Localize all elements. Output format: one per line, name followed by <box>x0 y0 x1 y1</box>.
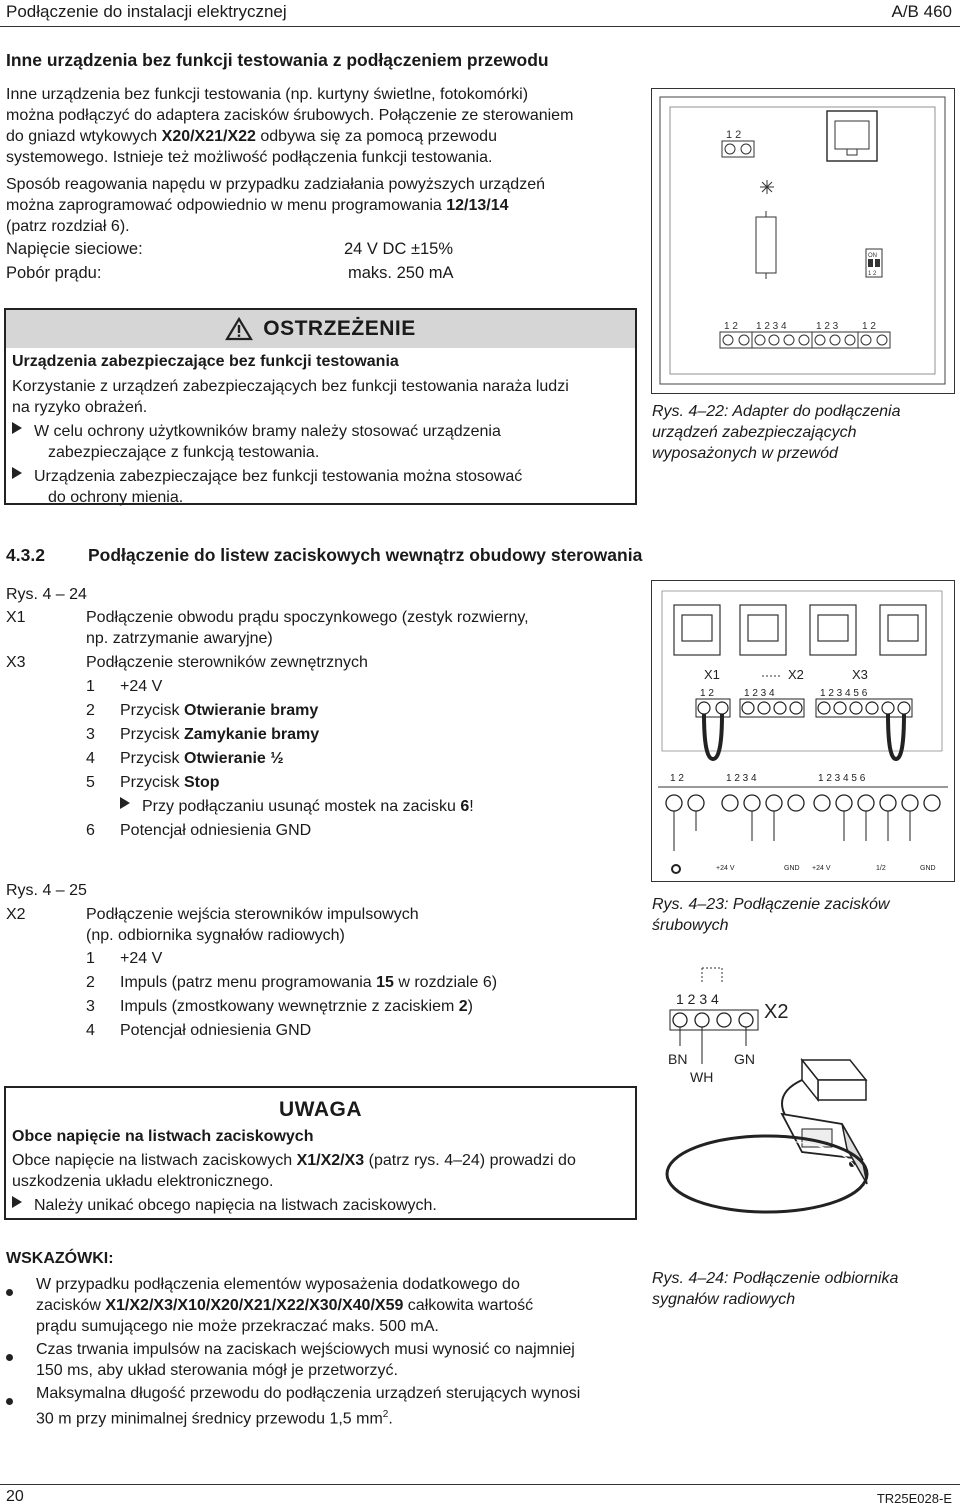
tip-text: całkowita wartość <box>403 1297 534 1314</box>
stop-note-text: Przy podłączaniu usunąć mostek na zacisku <box>142 798 461 815</box>
x3-item-num: 6 <box>86 822 95 839</box>
terminal-numbers: 1 2 3 4 <box>676 991 719 1007</box>
x3-item-num: 1 <box>86 678 95 695</box>
x3-item-bold: Otwieranie ½ <box>184 750 284 767</box>
intro-text: odbywa się za pomocą przewodu <box>255 128 497 145</box>
x3-item-bold: Zamykanie bramy <box>184 726 320 743</box>
x2-item-text: w rozdziale 6) <box>393 974 498 991</box>
bullet-icon <box>6 1398 13 1405</box>
x3-terminal-list <box>86 676 626 844</box>
tip-text: zacisków <box>36 1297 106 1314</box>
x2-item-num: 2 <box>86 974 95 991</box>
x3-item <box>86 748 626 772</box>
tip-line: W przypadku podłączenia elementów wyposażenia dodatkowego do <box>36 1276 520 1293</box>
terminal-group-numbers: 1 2 <box>862 321 876 332</box>
reaction-line <box>6 195 636 216</box>
intro-line: systemowego. Istnieje też możliwość podłączenia funkcji testowania. <box>6 149 493 166</box>
x3-item-text: Przycisk <box>120 774 184 791</box>
notice-text: Obce napięcie na listwach zaciskowych <box>12 1152 297 1169</box>
x2-numbers: 1 2 3 4 <box>744 688 775 699</box>
label-half: 1/2 <box>876 865 886 872</box>
notice-subtitle: Obce napięcie na listwach zaciskowych <box>12 1128 314 1145</box>
x3-strip-label: X3 <box>852 667 868 682</box>
running-header-title: Podłączenie do instalacji elektrycznej <box>6 2 287 21</box>
rys-4-24-label: Rys. 4 – 24 <box>6 586 87 603</box>
x3-item-bold: Otwieranie bramy <box>184 702 319 719</box>
x2-line: Podłączenie wejścia sterowników impulsowych <box>86 906 419 923</box>
stop-note <box>86 796 626 820</box>
terminal-group-numbers: 1 2 <box>724 321 738 332</box>
arrow-bullet-icon <box>12 1196 22 1208</box>
tip-line: 150 ms, aby układ sterowania mógł je przetworzyć. <box>36 1362 398 1379</box>
intro-line <box>6 126 636 147</box>
x1-numbers: 1 2 <box>700 688 714 699</box>
tip-item <box>6 1274 636 1337</box>
x2-label: X2 <box>6 906 26 923</box>
warning-item-text: Urządzenia zabezpieczające bez funkcji testowania można stosować <box>34 468 523 485</box>
wire-label-gn: GN <box>734 1051 755 1067</box>
tip-text: . <box>388 1410 393 1428</box>
warning-body-line: na ryzyko obrażeń. <box>12 399 148 416</box>
x2-item-bold: 15 <box>376 974 394 991</box>
x3-label: X3 <box>6 654 26 671</box>
x3-item <box>86 700 626 724</box>
warning-subtitle: Urządzenia zabezpieczające bez funkcji testowania <box>12 353 399 370</box>
tip-superscript: 2 <box>382 1409 389 1420</box>
x1-line: np. zatrzymanie awaryjne) <box>86 630 273 647</box>
tip-line: Czas trwania impulsów na zaciskach wejściowych musi wynosić co najmniej <box>36 1341 575 1358</box>
intro-bold: X20/X21/X22 <box>161 128 256 145</box>
terminal-group-numbers: 1 2 3 4 <box>756 321 787 332</box>
warning-item <box>12 466 629 487</box>
x2-description <box>86 904 626 946</box>
arrow-bullet-icon <box>12 467 22 479</box>
menu-numbers: 12/13/14 <box>446 197 509 214</box>
x2-item-text: Impuls (patrz menu programowania <box>120 974 377 991</box>
x3-item-text: Potencjał odniesienia GND <box>120 822 312 839</box>
document-code: TR25E028-E <box>876 1491 952 1506</box>
x3-item-num: 3 <box>86 726 95 743</box>
x3-item-text: Przycisk <box>120 702 184 719</box>
dip-switch-icon <box>875 259 880 267</box>
tips-title: WSKAZÓWKI: <box>6 1250 114 1267</box>
intro-line: można podłączyć do adaptera zacisków śrubowych. Połączenie ze sterowaniem <box>6 107 574 124</box>
figure-caption-4-24 <box>652 1268 952 1310</box>
subsection-heading: Podłączenie do listew zaciskowych wewnątrz obudowy sterowania <box>88 545 643 565</box>
tip-line <box>36 1295 533 1316</box>
schematic-numbers-x3: 1 2 3 4 5 6 <box>818 773 866 784</box>
warning-triangle-icon <box>225 317 253 341</box>
x2-item <box>86 996 626 1020</box>
figure-terminal-strips <box>651 580 955 882</box>
warning-title: OSTRZEŻENIE <box>263 317 416 340</box>
spec-label-voltage: Napięcie sieciowe: <box>6 240 143 258</box>
led-icon <box>760 180 774 194</box>
wiring-lines <box>674 811 910 851</box>
terminal-group-numbers: 1 2 3 <box>816 321 839 332</box>
x1-strip-label: X1 <box>704 667 720 682</box>
tip-line: prądu sumującego nie może przekraczać maks. 500 mA. <box>36 1318 439 1335</box>
caption-line: śrubowych <box>652 917 729 934</box>
notice-item <box>12 1195 629 1216</box>
stop-note-bold: 6 <box>460 798 470 815</box>
terminal-screws <box>723 335 887 345</box>
tip-bold: X1/X2/X3/X10/X20/X21/X22/X30/X40/X59 <box>105 1297 404 1314</box>
running-header-code: A/B 460 <box>891 2 952 21</box>
x2-item-text: +24 V <box>120 950 163 967</box>
x2-item-text: Potencjał odniesienia GND <box>120 1022 312 1039</box>
caption-line: sygnałów radiowych <box>652 1291 796 1308</box>
section-intro <box>6 84 636 178</box>
terminal-screw <box>725 144 735 154</box>
warning-item <box>12 421 629 442</box>
x2-label-diagram: X2 <box>764 1001 789 1023</box>
fuse-icon <box>756 217 776 273</box>
x3-numbers: 1 2 3 4 5 6 <box>820 688 868 699</box>
caption-line: Rys. 4–22: Adapter do podłączenia <box>652 403 901 420</box>
connector-plug-icon <box>782 1114 867 1184</box>
label-gnd: GND <box>784 865 800 872</box>
x3-item-text: Przycisk <box>120 750 184 767</box>
wire-label-bn: BN <box>668 1051 688 1067</box>
x3-item <box>86 772 626 796</box>
x3-description: Podłączenie sterowników zewnętrznych <box>86 654 368 671</box>
arrow-bullet-icon <box>12 422 22 434</box>
page-number: 20 <box>6 1488 24 1505</box>
radio-receiver-diagram <box>652 964 956 1254</box>
warning-item-text: W celu ochrony użytkowników bramy należy stosować urządzenia <box>34 423 501 440</box>
x2-item <box>86 1020 626 1044</box>
x3-item <box>86 820 626 844</box>
dip-numbers: 1 2 <box>868 271 877 277</box>
notice-title: UWAGA <box>279 1098 362 1121</box>
reaction-paragraph <box>6 174 636 237</box>
warning-item-text: do ochrony mienia. <box>48 489 184 506</box>
x3-item-num: 4 <box>86 750 95 767</box>
tip-text: 30 m przy minimalnej średnicy przewodu 1,5 mm <box>36 1410 383 1428</box>
adapter-diagram <box>652 89 953 392</box>
bullet-icon <box>6 1354 13 1361</box>
spec-value-voltage: 24 V DC ±15% <box>344 240 454 258</box>
schematic-numbers-x2: 1 2 3 4 <box>726 773 757 784</box>
terminal-strip-diagram <box>652 581 953 880</box>
warning-header <box>6 310 635 348</box>
x2-item-num: 1 <box>86 950 95 967</box>
warning-content <box>6 348 635 508</box>
reaction-text: można zaprogramować odpowiednio w menu programowania <box>6 197 447 214</box>
caption-line: urządzeń zabezpieczających <box>652 424 857 441</box>
x2-strip-label: X2 <box>788 667 804 682</box>
figure-radio-receiver <box>652 964 956 1254</box>
caption-line: wyposażonych w przewód <box>652 445 838 462</box>
x3-item-text: +24 V <box>120 678 163 695</box>
wire-label-wh: WH <box>690 1069 714 1085</box>
bullet-icon <box>6 1289 13 1296</box>
rys-4-25-label: Rys. 4 – 25 <box>6 882 87 899</box>
x3-item <box>86 676 626 700</box>
x2-item <box>86 948 626 972</box>
cable-loop <box>667 1136 867 1212</box>
label-24v: +24 V <box>812 865 831 872</box>
warning-box <box>4 308 637 505</box>
jumper-wire <box>704 714 722 759</box>
stop-note-text: ! <box>469 798 474 815</box>
notice-bold: X1/X2/X3 <box>296 1152 365 1169</box>
caption-line: Rys. 4–23: Podłączenie zacisków <box>652 896 890 913</box>
x3-item-bold: Stop <box>184 774 220 791</box>
x2-line: (np. odbiornika sygnałów radiowych) <box>86 927 345 944</box>
x2-item-num: 3 <box>86 998 95 1015</box>
x1-line: Podłączenie obwodu prądu spoczynkowego (zestyk rozwierny, <box>86 609 529 626</box>
receiver-module-icon <box>782 1060 866 1124</box>
figure-adapter <box>651 88 955 394</box>
stop-switch-icon <box>672 865 680 873</box>
header-rule <box>0 26 960 27</box>
x2-item-bold: 2 <box>458 998 468 1015</box>
label-gnd: GND <box>920 865 936 872</box>
notice-body-line <box>12 1150 629 1171</box>
notice-box <box>4 1086 637 1220</box>
spec-value-current: maks. 250 mA <box>348 264 454 282</box>
tip-line <box>36 1404 580 1429</box>
intro-text: do gniazd wtykowych <box>6 128 162 145</box>
schematic-numbers-x1: 1 2 <box>670 773 684 784</box>
intro-line: Inne urządzenia bez funkcji testowania (np. kurtyny świetlne, fotokomórki) <box>6 86 529 103</box>
notice-body-line: uszkodzenia układu elektronicznego. <box>12 1173 274 1190</box>
jumper-wire <box>888 714 904 759</box>
tips-list <box>6 1274 636 1429</box>
x2-item-text: ) <box>467 998 473 1015</box>
figure-caption-4-23 <box>652 894 952 936</box>
x3-item-text: Przycisk <box>120 726 184 743</box>
x1-description <box>86 607 626 649</box>
footer-rule <box>0 1484 960 1485</box>
notice-text: (patrz rys. 4–24) prowadzi do <box>364 1152 576 1169</box>
reaction-line: Sposób reagowania napędu w przypadku zadziałania powyższych urządzeń <box>6 176 545 193</box>
tip-item <box>6 1383 636 1429</box>
x3-item-num: 5 <box>86 774 95 791</box>
label-24v: +24 V <box>716 865 735 872</box>
notice-content <box>6 1122 635 1216</box>
figure-caption-4-22 <box>652 401 952 464</box>
dip-switch-icon <box>868 259 873 267</box>
x2-item <box>86 972 626 996</box>
x2-terminal-list <box>86 948 626 1044</box>
terminal-screw <box>741 144 751 154</box>
x2-item-text: Impuls (zmostkowany wewnętrznie z zaciskiem <box>120 998 459 1015</box>
rj-sockets <box>674 605 926 655</box>
dip-label: ON <box>868 253 877 259</box>
reaction-line: (patrz rozdział 6). <box>6 218 130 235</box>
x2-item-num: 4 <box>86 1022 95 1039</box>
tip-item <box>6 1339 636 1381</box>
tip-line: Maksymalna długość przewodu do podłączenia urządzeń sterujących wynosi <box>36 1385 581 1402</box>
warning-body-line: Korzystanie z urządzeń zabezpieczających bez funkcji testowania naraża ludzi <box>12 378 569 395</box>
x3-item-num: 2 <box>86 702 95 719</box>
top-terminal-numbers: 1 2 <box>726 129 742 141</box>
x1-label: X1 <box>6 609 26 626</box>
spec-label-current: Pobór prądu: <box>6 264 102 282</box>
section-heading: Inne urządzenia bez funkcji testowania z podłączeniem przewodu <box>6 50 549 70</box>
arrow-bullet-icon <box>120 797 130 809</box>
subsection-number: 4.3.2 <box>6 545 45 565</box>
caption-line: Rys. 4–24: Podłączenie odbiornika <box>652 1270 899 1287</box>
warning-item-text: zabezpieczające z funkcją testowania. <box>48 444 320 461</box>
x3-item <box>86 724 626 748</box>
notice-item-text: Należy unikać obcego napięcia na listwach zaciskowych. <box>34 1197 437 1214</box>
